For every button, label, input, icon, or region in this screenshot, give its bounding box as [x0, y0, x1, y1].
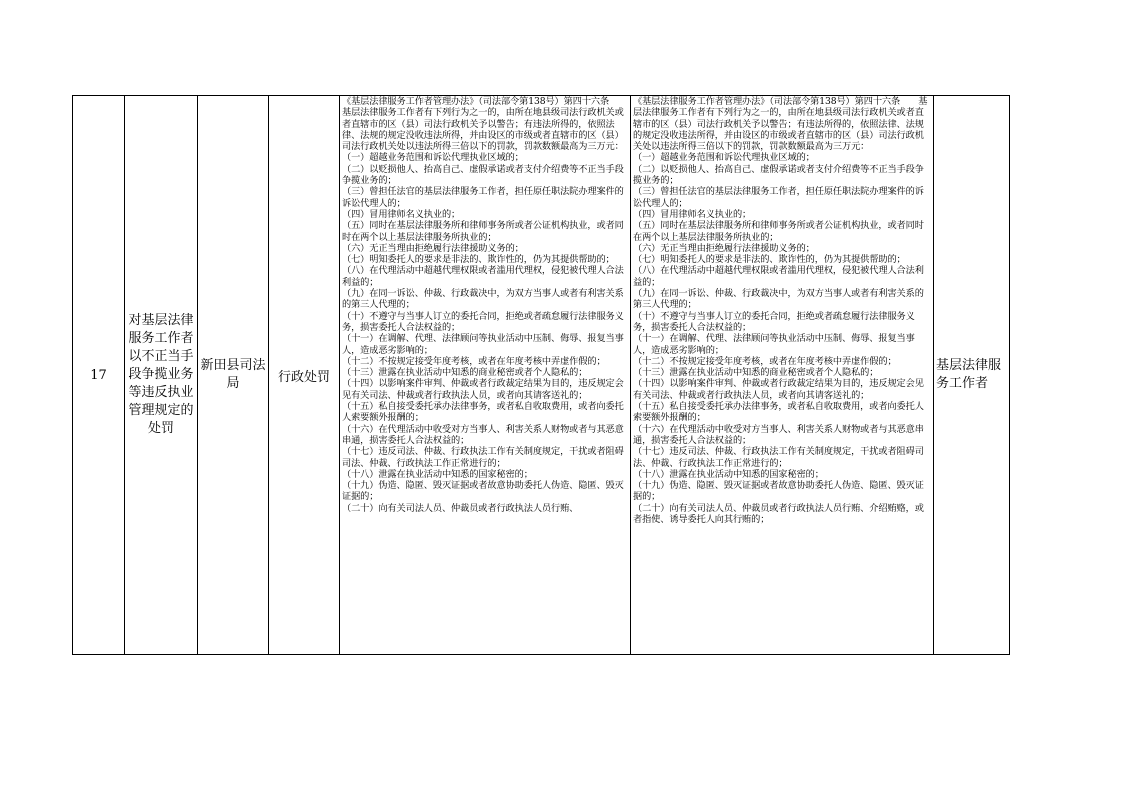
- basis-paragraph: （十）不遵守与当事人订立的委托合同，拒绝或者疏怠履行法律服务义务，损害委托人合法权益的；: [342, 310, 624, 333]
- basis-paragraph: 《基层法律服务工作者管理办法》（司法部令第138号）第四十六条 基层法律服务工作者有下列行为之一的，由所在地县级司法行政机关或者直辖市的区（县）司法行政机关予以警告；有违法所得的，依照法律、法规的规定没收违法所得，并由设区的市级或者直辖市的区（县）司法行政机关处以违法所得三倍以下的罚款，罚款数额最高为三万元：: [342, 96, 628, 153]
- basis-paragraph: （九）在同一诉讼、仲裁、行政裁决中，为双方当事人或者有利害关系的第三人代理的；: [342, 288, 624, 311]
- basis-paragraph: （十六）在代理活动中收受对方当事人、利害关系人财物或者与其恶意串通，损害委托人合法权益的；: [342, 423, 624, 446]
- basis-paragraph: （六）无正当理由拒绝履行法律援助义务的；: [342, 242, 524, 254]
- department: 新田县司法局: [198, 96, 269, 655]
- basis-paragraph: （十四）以影响案件审判、仲裁或者行政裁定结果为目的，违反规定会见有关司法、仲裁或者行政执法人员，或者向其请客送礼的；: [342, 378, 624, 401]
- basis-paragraph: （四）冒用律师名义执业的；: [342, 208, 461, 220]
- basis-paragraph: （十九）伪造、隐匿、毁灭证据或者故意协助委托人伪造、隐匿、毁灭证据的；: [633, 480, 924, 503]
- basis-paragraph: （十一）在调解、代理、法律顾问等执业活动中压制、侮辱、报复当事人，造成恶劣影响的；: [342, 333, 624, 356]
- basis-paragraph: （十八）泄露在执业活动中知悉的国家秘密的；: [633, 468, 824, 480]
- basis-paragraph: （十七）违反司法、仲裁、行政执法工作有关制度规定，干扰或者阻碍司法、仲裁、行政执法工作正常进行的；: [342, 446, 624, 469]
- basis-paragraph: （十三）泄露在执业活动中知悉的商业秘密或者个人隐私的；: [342, 367, 588, 379]
- basis-paragraph: （三）曾担任法官的基层法律服务工作者，担任原任职法院办理案件的诉讼代理人的；: [633, 186, 924, 209]
- basis-paragraph: （五）同时在基层法律服务所和律师事务所或者公证机构执业，或者同时在两个以上基层法律服务所执业的；: [633, 220, 924, 243]
- basis-paragraph: （八）在代理活动中超越代理权限或者滥用代理权，侵犯被代理人合法利益的；: [342, 265, 624, 288]
- basis-paragraph: （七）明知委托人的要求是非法的、欺诈性的，仍为其提供帮助的；: [342, 254, 615, 266]
- basis-paragraph: （十一）在调解、代理、法律顾问等执业活动中压制、侮辱、报复当事人，造成恶劣影响的；: [633, 333, 915, 356]
- basis-paragraph: （十二）不按规定接受年度考核，或者在年度考核中弄虚作假的；: [633, 355, 897, 367]
- legal-basis-text-2: [631, 96, 933, 654]
- basis-paragraph: （十二）不按规定接受年度考核，或者在年度考核中弄虚作假的；: [342, 355, 606, 367]
- basis-paragraph: （十五）私自接受委托承办法律事务，或者私自收取费用，或者向委托人索要额外报酬的；: [633, 401, 924, 424]
- action-type: 行政处罚: [269, 96, 340, 655]
- basis-paragraph: （十四）以影响案件审判、仲裁或者行政裁定结果为目的，违反规定会见有关司法、仲裁或者行政执法人员，或者向其请客送礼的；: [633, 378, 924, 401]
- basis-paragraph: （四）冒用律师名义执业的；: [633, 208, 752, 220]
- table-row: [73, 96, 1010, 655]
- basis-paragraph: （二）以贬损他人、抬高自己、虚假承诺或者支付介绍费等不正当手段争揽业务的；: [342, 163, 624, 187]
- basis-paragraph: 《基层法律服务工作者管理办法》（司法部令第138号）第四十六条 基层法律服务工作者有下列行为之一的，由所在地县级司法行政机关或者直辖市的区（县）司法行政机关予以警告；有违法所得的，依照法律、法规的规定没收违法所得，并由设区的市级或者直辖市的区（县）司法行政机关处以违法所得三倍以下的罚款，罚款数额最高为三万元：: [633, 96, 928, 153]
- basis-paragraph: （十三）泄露在执业活动中知悉的商业秘密或者个人隐私的；: [633, 367, 879, 379]
- basis-paragraph: （一）超越业务范围和诉讼代理执业区域的；: [342, 152, 524, 164]
- subject: 基层法律服务工作者: [934, 96, 1010, 655]
- basis-paragraph: （五）同时在基层法律服务所和律师事务所或者公证机构执业，或者同时在两个以上基层法律服务所执业的；: [342, 220, 624, 243]
- basis-paragraph: （二）以贬损他人、抬高自己、虚假承诺或者支付介绍费等不正当手段争揽业务的；: [633, 163, 924, 187]
- legal-basis-cell-2: [631, 96, 934, 655]
- basis-paragraph: （二十）向有关司法人员、仲裁员或者行政执法人员行贿、: [342, 502, 579, 514]
- basis-paragraph: （十九）伪造、隐匿、毁灭证据或者故意协助委托人伪造、隐匿、毁灭证据的；: [342, 480, 624, 503]
- legal-basis-cell: [340, 96, 631, 655]
- legal-basis-text: [340, 96, 630, 654]
- basis-paragraph: （十七）违反司法、仲裁、行政执法工作有关制度规定，干扰或者阻碍司法、仲裁、行政执法工作正常进行的；: [633, 446, 924, 469]
- basis-paragraph: （七）明知委托人的要求是非法的、欺诈性的，仍为其提供帮助的；: [633, 254, 906, 266]
- basis-paragraph: （十五）私自接受委托承办法律事务，或者私自收取费用，或者向委托人索要额外报酬的；: [342, 401, 624, 424]
- basis-paragraph: （三）曾担任法官的基层法律服务工作者，担任原任职法院办理案件的诉讼代理人的；: [342, 186, 624, 209]
- basis-paragraph: （二十）向有关司法人员、仲裁员或者行政执法人员行贿、介绍贿赂，或者指使、诱导委托人向其行贿的；: [633, 502, 924, 525]
- basis-paragraph: （六）无正当理由拒绝履行法律援助义务的；: [633, 242, 815, 254]
- basis-paragraph: （八）在代理活动中超越代理权限或者滥用代理权，侵犯被代理人合法利益的；: [633, 265, 924, 288]
- basis-paragraph: （十）不遵守与当事人订立的委托合同，拒绝或者疏怠履行法律服务义务，损害委托人合法权益的；: [633, 310, 915, 333]
- item-name: 对基层法律服务工作者以不正当手段争揽业务等违反执业管理规定的处罚: [125, 96, 198, 655]
- basis-paragraph: （一）超越业务范围和诉讼代理执业区域的；: [633, 152, 815, 164]
- basis-paragraph: （九）在同一诉讼、仲裁、行政裁决中，为双方当事人或者有利害关系的第三人代理的；: [633, 288, 924, 311]
- basis-paragraph: （十八）泄露在执业活动中知悉的国家秘密的；: [342, 468, 533, 480]
- basis-paragraph: （十六）在代理活动中收受对方当事人、利害关系人财物或者与其恶意串通，损害委托人合法权益的；: [633, 423, 924, 446]
- row-number: 17: [73, 96, 125, 655]
- authority-table: [72, 95, 1010, 655]
